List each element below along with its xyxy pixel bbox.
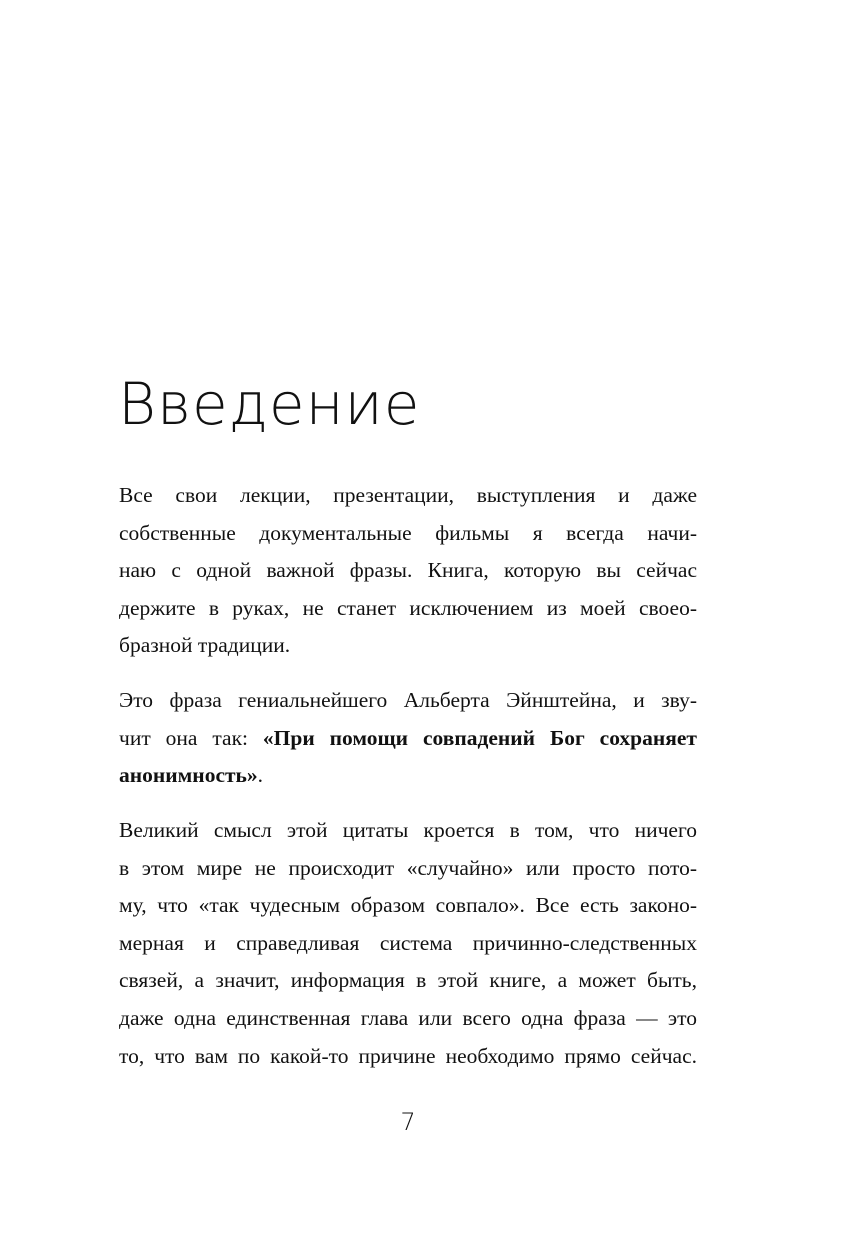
text-line: собственные документальные фильмы я всегда начи-	[119, 520, 697, 545]
page-number: 7	[400, 1108, 416, 1136]
paragraph-intro	[119, 477, 697, 665]
text-line: му, что «так чудесным образом совпало». Все есть законо-	[119, 893, 697, 918]
text-line: в этом мире не происходит «случайно» или просто пото-	[119, 855, 697, 880]
text-line: Все свои лекции, презентации, выступления и даже	[119, 483, 697, 507]
text-line: бразной традиции.	[119, 633, 291, 658]
paragraph-meaning	[119, 812, 697, 1075]
text-line: Великий смысл этой цитаты кроется в том, что ничего	[119, 818, 697, 842]
text-line: наю с одной важной фразы. Книга, которую вы сейчас	[119, 558, 697, 583]
paragraph-einstein-quote	[119, 682, 697, 795]
text-line: связей, а значит, информация в этой книге, а может быть,	[119, 968, 697, 993]
chapter-title: Введение	[118, 370, 421, 438]
text-line	[119, 757, 697, 795]
text-line: то, что вам по какой-то причине необходимо прямо сейчас.	[119, 1043, 697, 1068]
quote-text-part-1: При помощи совпадений Бог сохраняет	[273, 725, 697, 750]
quote-intro: чит она так:	[119, 725, 263, 750]
quote-end-period: .	[257, 763, 264, 788]
text-line: мерная и справедливая система причинно-следственных	[119, 930, 697, 955]
quote-close-mark: »	[246, 763, 258, 788]
quote-text-part-2: анонимность	[119, 763, 247, 788]
text-line: даже одна единственная глава или всего одна фраза — это	[119, 1005, 697, 1030]
quote-open-mark: «	[262, 725, 274, 750]
text-line: держите в руках, не станет исключением из моей своео-	[119, 595, 697, 620]
text-line: Это фраза гениальнейшего Альберта Эйнштейна, и зву-	[119, 688, 697, 712]
text-line	[119, 720, 697, 758]
